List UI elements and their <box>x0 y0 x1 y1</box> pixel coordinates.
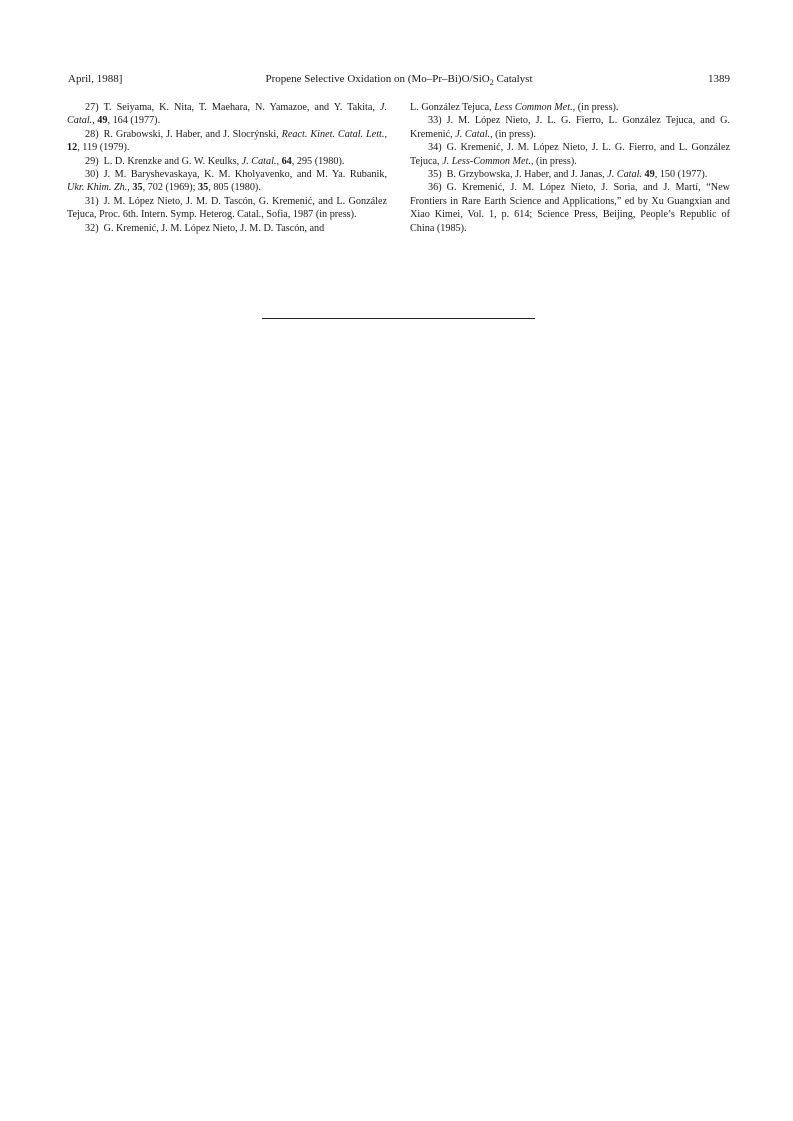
ref-journal: Less Common Met. <box>494 102 573 113</box>
reference-29 <box>67 155 387 168</box>
ref-journal: J. Catal. <box>241 155 277 167</box>
ref-text: G. Kremenić, J. M. López Nieto, J. M. D. Tascón, and <box>103 222 325 234</box>
ref-pages: , 702 (1969); <box>142 182 199 194</box>
ref-text: J. M. López Nieto, J. M. D. Tascón, G. Kremenić, and L. González Tejuca, Proc. 6th. Intern. Symp. Heterog. Catal., Sofia, 1987 (in press). <box>67 195 387 221</box>
ref-volume: 12 <box>67 142 78 154</box>
ref-number: 36) <box>428 182 442 194</box>
references-column-left <box>67 101 387 235</box>
running-header <box>68 71 730 87</box>
ref-authors: J. M. López Nieto, J. L. G. Fierro, L. González Tejuca, and G. Kremenić, <box>410 115 730 140</box>
ref-status: , (in press). <box>530 155 577 167</box>
ref-pages-2: , 805 (1980). <box>208 182 261 194</box>
ref-text: G. Kremenić, J. M. López Nieto, J. Soria, and J. Martí, “New Frontiers in Rare Earth Science and Applications,” ed by Xu Guangxian and Xiao Kimei, Vol. 1, p. 614; Science Press, Beijing, People’s Republic of China (1985). <box>410 182 730 234</box>
ref-sep: , <box>276 155 282 167</box>
ref-number: 28) <box>85 128 99 140</box>
ref-number: 33) <box>428 115 442 127</box>
ref-authors: T. Seiyama, K. Nita, T. Maehara, N. Yamazoe, and Y. Takita, <box>103 102 380 113</box>
ref-number: 29) <box>85 155 99 167</box>
ref-authors: L. González Tejuca, <box>410 102 495 113</box>
ref-sep: , <box>127 182 133 194</box>
ref-number: 35) <box>428 169 442 181</box>
header-title <box>68 71 730 87</box>
header-title-main: Propene Selective Oxidation on (Mo–Pr–Bi)O/SiO <box>265 73 490 85</box>
ref-volume: 49 <box>644 169 655 181</box>
ref-volume-2: 35 <box>198 182 209 194</box>
ref-authors: B. Grzybowska, J. Haber, and J. Janas, <box>446 169 608 181</box>
ref-volume: 64 <box>281 155 292 167</box>
ref-journal: Ukr. Khim. Zh. <box>67 182 128 194</box>
ref-status: , (in press). <box>572 102 619 113</box>
reference-32 <box>67 222 387 235</box>
ref-pages: , 150 (1977). <box>654 169 708 181</box>
header-date: April, 1988] <box>68 73 123 85</box>
page-number: 1389 <box>708 73 730 85</box>
ref-journal: J. Catal. <box>455 128 491 140</box>
ref-pages: , 119 (1979). <box>77 142 130 154</box>
reference-34 <box>410 141 730 168</box>
ref-journal: React. Kinet. Catal. Lett. <box>281 128 385 140</box>
ref-authors: L. D. Krenzke and G. W. Keulks, <box>103 155 242 167</box>
ref-journal: J. Catal. <box>607 169 642 181</box>
ref-number: 34) <box>428 142 442 154</box>
ref-pages: , 295 (1980). <box>291 155 345 167</box>
ref-journal: J. Catal. <box>67 102 387 127</box>
reference-32-continued <box>410 101 730 114</box>
header-title-subscript: 2 <box>489 78 494 88</box>
ref-journal: J. Less-Common Met. <box>442 155 531 167</box>
reference-35 <box>410 168 730 181</box>
end-rule <box>262 318 535 319</box>
references-column-right <box>410 101 730 235</box>
ref-status: , (in press). <box>490 128 536 140</box>
ref-sep: , <box>384 128 387 140</box>
reference-36 <box>410 181 730 235</box>
ref-authors: R. Grabowski, J. Haber, and J. Slocrýnski, <box>103 128 282 140</box>
ref-sep: , <box>92 115 98 127</box>
ref-volume: 35 <box>132 182 143 194</box>
ref-pages: , 164 (1977). <box>107 115 161 127</box>
ref-authors: J. M. Baryshevaskaya, K. M. Kholyavenko, and M. Ya. Rubanik, <box>103 169 387 181</box>
ref-number: 31) <box>85 195 99 207</box>
ref-number: 30) <box>85 169 99 181</box>
reference-27 <box>67 101 387 128</box>
ref-number: 27) <box>85 102 99 113</box>
reference-33 <box>410 114 730 141</box>
ref-volume: 49 <box>97 115 108 127</box>
ref-number: 32) <box>85 222 99 234</box>
reference-30 <box>67 168 387 195</box>
reference-31 <box>67 195 387 222</box>
header-title-suffix: Catalyst <box>493 73 533 85</box>
ref-authors: G. Kremenić, J. M. López Nieto, J. L. G. Fierro, and L. González Tejuca, <box>410 142 730 167</box>
reference-28 <box>67 128 387 155</box>
